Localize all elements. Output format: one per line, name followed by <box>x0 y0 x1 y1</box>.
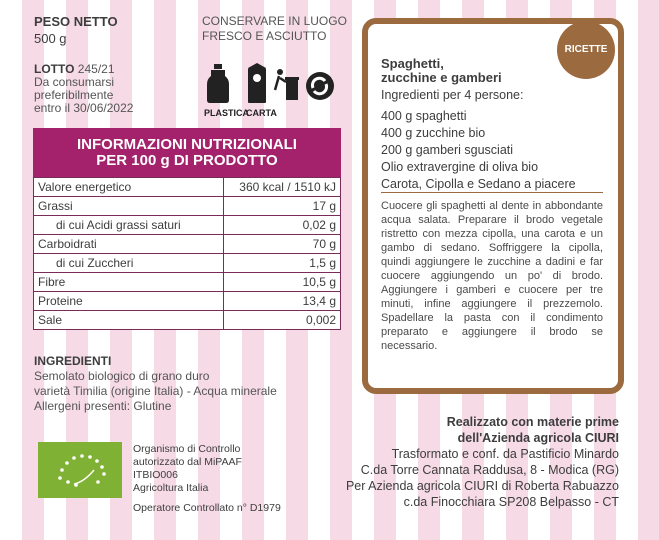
recipe-ingredient-list <box>381 108 576 193</box>
row-value: 70 g <box>224 235 341 254</box>
operator-code: Operatore Controllato n° D1979 <box>133 502 281 514</box>
table-row <box>34 216 341 235</box>
table-row <box>34 197 341 216</box>
row-value: 13,4 g <box>224 292 341 311</box>
row-value: 0,002 <box>224 311 341 330</box>
cert-line: ITBIO006 <box>133 469 178 481</box>
row-label: Carboidrati <box>34 235 224 254</box>
recipe-title-line: zucchine e gamberi <box>381 70 502 85</box>
storage-line: FRESCO E ASCIUTTO <box>202 29 327 43</box>
row-label: Grassi <box>34 197 224 216</box>
ingredient-line: Semolato biologico di grano duro <box>34 369 210 383</box>
recycling-icons <box>200 58 340 125</box>
table-row <box>34 273 341 292</box>
nutrition-header <box>33 128 341 177</box>
table-row <box>34 235 341 254</box>
row-value: 10,5 g <box>224 273 341 292</box>
net-weight-value: 500 g <box>34 31 67 46</box>
ingredients-title: INGREDIENTI <box>34 354 112 368</box>
row-label: Sale <box>34 311 224 330</box>
producer-line: Per Azienda agricola CIURI di Roberta Rabuazzo <box>345 479 619 493</box>
cert-line: Agricoltura Italia <box>133 482 209 494</box>
row-value: 17 g <box>224 197 341 216</box>
eu-organic-leaf-icon <box>38 442 122 498</box>
list-item: 400 g zucchine bio <box>381 126 486 140</box>
carta-label: CARTA <box>246 108 277 118</box>
recipe-badge: RICETTE <box>557 21 615 79</box>
list-item: Olio extravergine di oliva bio <box>381 160 539 174</box>
producer-line: Trasformato e conf. da Pastificio Minardo <box>391 447 619 461</box>
net-weight-label: PESO NETTO <box>34 14 118 29</box>
nutrition-panel <box>33 128 341 330</box>
producer-info <box>346 414 619 510</box>
producer-line: Realizzato con materie prime <box>446 415 619 429</box>
recycle-icon <box>306 72 334 100</box>
expiry-line: Da consumarsi <box>34 75 115 89</box>
nutrition-table <box>33 177 341 330</box>
storage-line: CONSERVARE IN LUOGO <box>202 14 347 28</box>
ingredient-line: varietà Timilia (origine Italia) - Acqua minerale <box>34 384 277 398</box>
cert-line: Organismo di Controllo <box>133 443 241 455</box>
producer-line: dell'Azienda agricola CIURI <box>457 431 619 445</box>
row-label: Valore energetico <box>34 178 224 197</box>
ingredients-text <box>34 369 277 414</box>
list-item: 400 g spaghetti <box>381 109 467 123</box>
recipe-intro: Ingredienti per 4 persone: <box>381 88 524 102</box>
recipe-instructions: Cuocere gli spaghetti al dente in abbondante acqua salata. Preparare il brodo vegetale ristretto con mezza cipolla, una carota e un gambo di sedano. Soffriggere la cipolla, quindi aggiungere le zucchine a dadini e far cuocere aggiungendo un po' di brodo. Aggiungere i gamberi e cuocere per tre minuti, infine aggiungere il prezzemolo. Spadellare la pasta con il condimento preparato e aggiungere il brodo se necessario. <box>381 200 603 352</box>
list-item: 200 g gamberi sgusciati <box>381 143 514 157</box>
recipe-divider <box>381 192 603 193</box>
bin-icon <box>275 69 299 100</box>
bottle-icon <box>207 64 229 103</box>
nutrition-subtitle: PER 100 g DI PRODOTTO <box>96 152 278 169</box>
carton-icon <box>248 63 266 103</box>
recipe-title <box>381 57 502 85</box>
table-row <box>34 292 341 311</box>
certification-info <box>133 443 242 495</box>
table-row <box>34 254 341 273</box>
plastica-label: PLASTICA <box>204 108 249 118</box>
row-value: 360 kcal / 1510 kJ <box>224 178 341 197</box>
cert-line: autorizzato dal MiPAAF <box>133 456 242 468</box>
lot-info <box>34 63 133 115</box>
allergen-line: Allergeni presenti: Glutine <box>34 399 172 413</box>
row-value: 0,02 g <box>224 216 341 235</box>
nutrition-title: INFORMAZIONI NUTRIZIONALI <box>77 136 297 153</box>
producer-line: c.da Finocchiara SP208 Belpasso - CT <box>403 495 619 509</box>
row-label: di cui Acidi grassi saturi <box>34 216 224 235</box>
producer-line: C.da Torre Cannata Raddusa, 8 - Modica (RG) <box>360 463 619 477</box>
lot-value: 245/21 <box>77 62 115 76</box>
table-row <box>34 311 341 330</box>
row-value: 1,5 g <box>224 254 341 273</box>
list-item: Carota, Cipolla e Sedano a piacere <box>381 177 576 191</box>
storage-instructions <box>202 14 347 44</box>
lot-label: LOTTO <box>34 62 75 76</box>
row-label: di cui Zuccheri <box>34 254 224 273</box>
row-label: Proteine <box>34 292 224 311</box>
expiry-line: preferibilmente <box>34 88 114 102</box>
expiry-line: entro il 30/06/2022 <box>34 101 134 115</box>
table-row <box>34 178 341 197</box>
recipe-title-line: Spaghetti, <box>381 56 444 71</box>
row-label: Fibre <box>34 273 224 292</box>
